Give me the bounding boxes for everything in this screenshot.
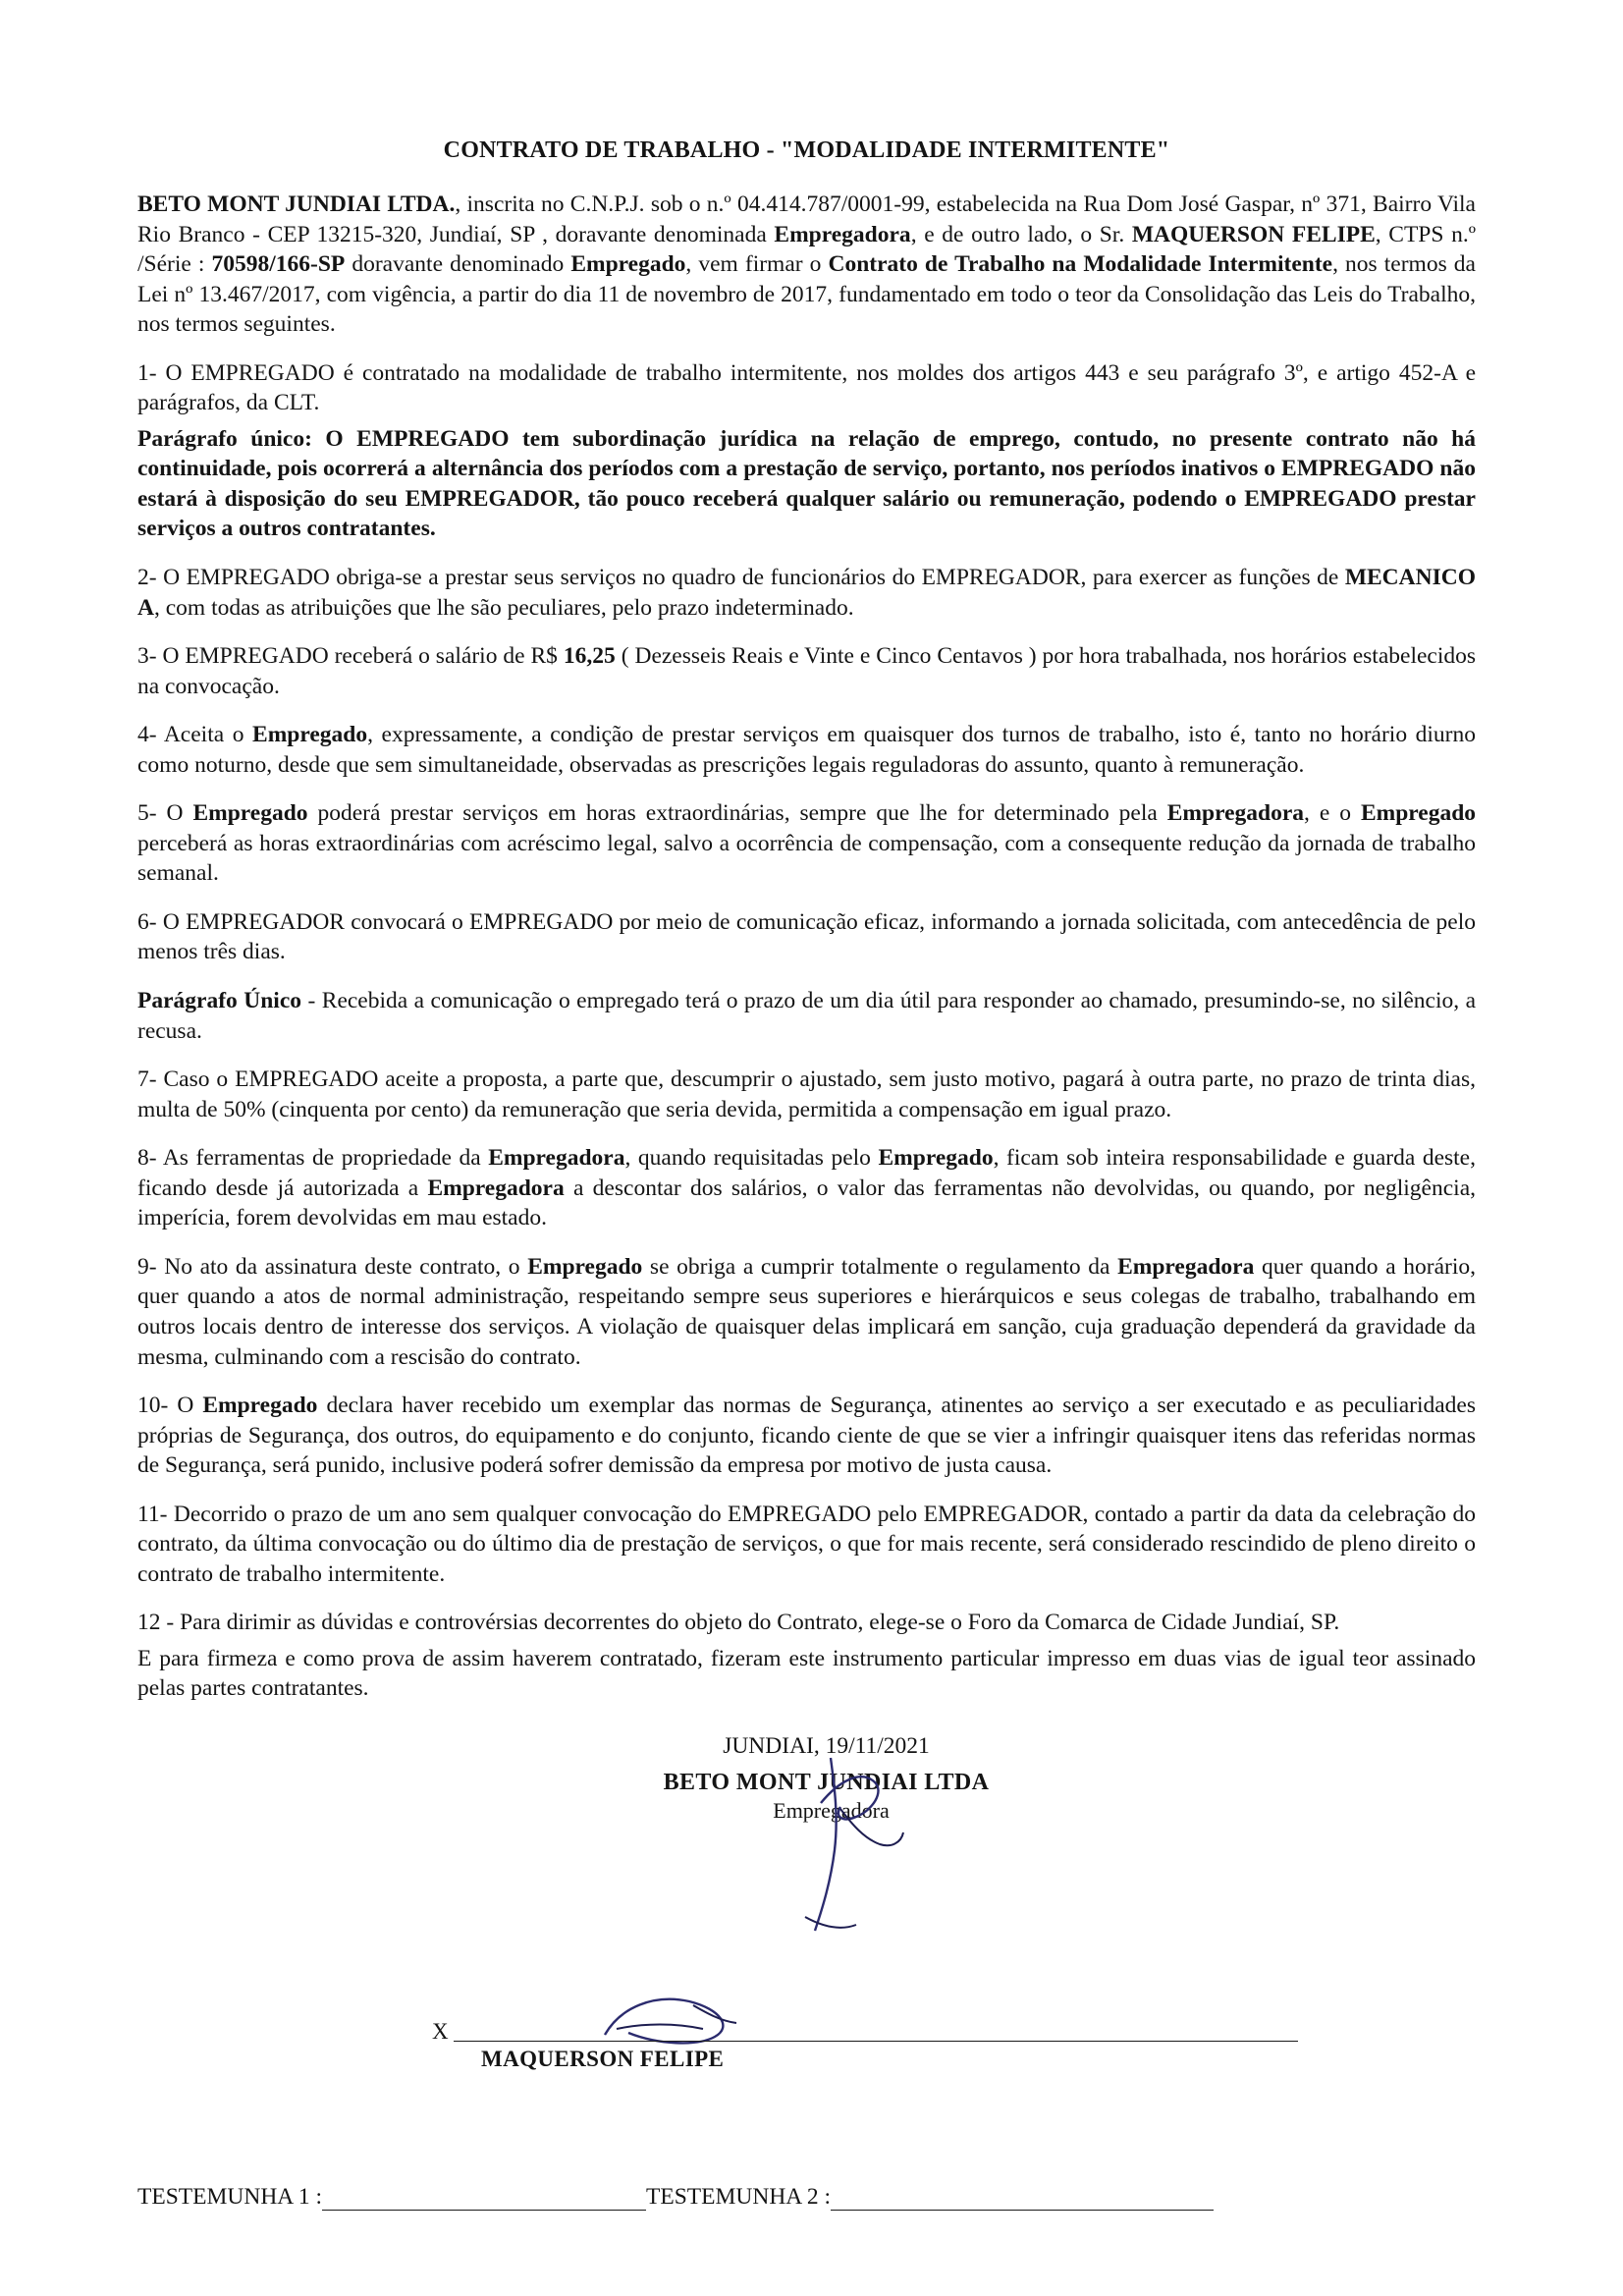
employee-word-1: Empregado: [570, 251, 686, 278]
clause-5-part-1: 5- O: [137, 800, 193, 827]
employer-word-5: Empregadora: [1166, 800, 1305, 827]
city-and-date: JUNDIAI, 19/11/2021: [723, 1732, 930, 1759]
page-title: CONTRATO DE TRABALHO - "MODALIDADE INTERMITENTE": [443, 137, 1170, 163]
closing-paragraph: E para firmeza e como prova de assim haverem contratado, fizeram este instrumento particular impresso em duas vias de igual teor assinado pelas partes contratantes.: [137, 1645, 1476, 1702]
company-signature-area: [137, 1770, 1476, 1946]
witness-1-line[interactable]: [322, 2191, 646, 2211]
witness-1-label: TESTEMUNHA 1 :: [137, 2183, 322, 2210]
employee-word-10: Empregado: [202, 1393, 318, 1419]
clause-12: 12 - Para dirimir as dúvidas e controvérsias decorrentes do objeto do Contrato, elege-se o Foro da Comarca de Cidade Jundiaí, SP.: [137, 1610, 1340, 1636]
clause-5-part-3: , e o: [1304, 800, 1361, 827]
witness-1: [137, 2184, 646, 2211]
employee-signature-name: MAQUERSON FELIPE: [481, 2046, 725, 2071]
employee-word-9: Empregado: [527, 1253, 643, 1280]
clause-1-sole-paragraph: Parágrafo único: O EMPREGADO tem subordinação jurídica na relação de emprego, contudo, no presente contrato não há continuidade, pois ocorrerá a alternância dos períodos com a prestação de serviço, portanto, nos períodos inativos o EMPREGADO não estará à disposição do seu EMPREGADOR, tão pouco receberá qualquer salário ou remuneração, podendo o EMPREGADO prestar serviços a outros contratantes.: [137, 425, 1476, 542]
hourly-wage: 16,25: [563, 643, 616, 670]
company-signature-name: BETO MONT JUNDIAI LTDA: [663, 1769, 990, 1795]
employee-signature-x: X: [432, 2018, 449, 2044]
clause-10-part-2: declara haver recebido um exemplar das normas de Segurança, atinentes ao serviço a ser executado e as peculiaridades próprias de Segurança, dos outros, do equipamento e do conjunto, ficando ciente de que se vier a infringir quaisquer itens das referidas normas de Segurança, será punido, inclusive poderá sofrer demissão da empresa por motivo de justa causa.: [137, 1393, 1476, 1479]
sole-paragraph-text: - Recebida a comunicação o empregado terá o prazo de um dia útil para responder ao chamado, presumindo-se, no silêncio, a recusa.: [137, 988, 1476, 1044]
clause-4-part-1: 4- Aceita o: [137, 722, 253, 748]
intro-part-3: , CTPS n.º /Série :: [137, 221, 1476, 278]
clause-4: [137, 720, 1476, 780]
witness-2: [646, 2184, 1214, 2211]
clause-1: 1- O EMPREGADO é contratado na modalidade de trabalho intermitente, nos moldes dos artigos 443 e seu parágrafo 3º, e artigo 452-A e parágrafos, da CLT.: [137, 359, 1476, 416]
intro-part-5: , vem firmar o: [685, 251, 829, 278]
employee-word-5: Empregado: [192, 800, 308, 827]
clause-9-part-2: se obriga a cumprir totalmente o regulamento da: [642, 1253, 1118, 1280]
clause-8-part-2: , quando requisitadas pelo: [624, 1145, 879, 1172]
clause-9-part-1: 9- No ato da assinatura deste contrato, o: [137, 1253, 528, 1280]
clause-2-part-2: , com todas as atribuições que lhe são peculiares, pelo prazo indeterminado.: [153, 594, 854, 621]
clause-10: [137, 1391, 1476, 1481]
clause-8: [137, 1143, 1476, 1233]
employee-word-5b: Empregado: [1360, 800, 1477, 827]
intro-part-6: , nos termos da Lei nº 13.467/2017, com vigência, a partir do dia 11 de novembro de 2017, fundamentado em todo o teor da Consolidação das Leis do Trabalho, nos termos seguintes.: [137, 251, 1476, 338]
clause-9: [137, 1252, 1476, 1372]
clause-5-part-4: perceberá as horas extraordinárias com acréscimo legal, salvo a ocorrência de compensação, com a consequente redução da jornada de trabalho semanal.: [137, 830, 1476, 887]
ctps-number: 70598/166-SP: [211, 251, 346, 278]
clause-4-part-2: , expressamente, a condição de prestar serviços em quaisquer dos turnos de trabalho, isto é, tanto no horário diurno como noturno, desde que sem simultaneidade, observadas as prescrições legais reguladoras do assunto, quanto à remuneração.: [137, 722, 1476, 778]
witness-2-line[interactable]: [831, 2191, 1214, 2211]
clause-10-part-1: 10- O: [137, 1393, 203, 1419]
clause-9-part-3: quer quando a horário, quer quando a atos de normal administração, respeitando sempre seus superiores e hierárquicos e seus colegas de trabalho, trabalhando em outros locais dentro de interesse dos serviços. A violação de quaisquer delas implicará em sanção, cuja graduação dependerá da gravidade da mesma, culminando com a rescisão do contrato.: [137, 1253, 1476, 1370]
witness-row: [137, 2184, 1476, 2211]
employer-word-9: Empregadora: [1117, 1253, 1255, 1280]
employee-word-4: Empregado: [252, 722, 368, 748]
job-role: MECANICO A: [137, 565, 1476, 621]
company-name: BETO MONT JUNDIAI LTDA.: [137, 191, 456, 217]
clause-5: [137, 798, 1476, 889]
employee-signature-area: [137, 1990, 1476, 2074]
clause-5-part-2: poderá prestar serviços em horas extraordinárias, sempre que lhe for determinado pela: [307, 800, 1167, 827]
clause-3-part-1: 3- O EMPREGADO receberá o salário de R$: [137, 643, 564, 670]
sole-paragraph-label: Parágrafo Único: [137, 988, 302, 1014]
clause-8-part-3: , ficam sob inteira responsabilidade e guarda deste, ficando desde já autorizada a: [137, 1145, 1476, 1201]
clause-11: 11- Decorrido o prazo de um ano sem qualquer convocação do EMPREGADO pelo EMPREGADOR, contado a partir da data da celebração do contrato, da última convocação ou do último dia de prestação de serviços, o que for mais recente, será considerado rescindido de pleno direito o contrato de trabalho intermitente.: [137, 1501, 1476, 1587]
company-signature-block: [137, 1770, 1476, 1824]
employer-word-8: Empregadora: [488, 1145, 625, 1172]
clause-3-part-2: ( Dezesseis Reais e Vinte e Cinco Centavos ) por hora trabalhada, nos horários estabelecidos na convocação.: [137, 643, 1477, 699]
company-signature-role: Empregadora: [773, 1797, 890, 1823]
intro-part-2: , e de outro lado, o Sr.: [910, 221, 1132, 247]
clause-8-part-4: a descontar dos salários, o valor das ferramentas não devolvidas, ou quando, por negligência, imperícia, forem devolvidas em mau estado.: [137, 1175, 1476, 1231]
intro-part-1: , inscrita no C.N.P.J. sob o n.º 04.414.787/0001-99, estabelecida na Rua Dom José Gaspar, nº 371, Bairro Vila Rio Branco - CEP 13215-320, Jundiaí, SP , doravante denominada: [137, 191, 1476, 247]
clause-6-sole-paragraph: [137, 986, 1476, 1046]
employee-name-inline: MAQUERSON FELIPE: [1131, 221, 1376, 247]
clause-2: [137, 563, 1476, 623]
employer-word-1: Empregadora: [774, 221, 911, 247]
clause-2-part-1: 2- O EMPREGADO obriga-se a prestar seus serviços no quadro de funcionários do EMPREGADOR, para exercer as funções de: [137, 565, 1345, 591]
clause-3: [137, 641, 1476, 701]
witness-2-label: TESTEMUNHA 2 :: [646, 2183, 831, 2210]
clause-7: 7- Caso o EMPREGADO aceite a proposta, a parte que, descumprir o ajustado, sem justo motivo, pagará à outra parte, no prazo de trinta dias, multa de 50% (cinquenta por cento) da remuneração que seria devida, permitida a compensação em igual prazo.: [137, 1066, 1476, 1122]
employee-signature-line: [454, 2041, 1298, 2042]
intro-paragraph: [137, 190, 1476, 340]
employer-word-8b: Empregadora: [427, 1175, 565, 1201]
contract-kind: Contrato de Trabalho na Modalidade Intermitente: [828, 251, 1333, 278]
intro-part-4: doravante denominado: [345, 251, 571, 278]
clause-8-part-1: 8- As ferramentas de propriedade da: [137, 1145, 489, 1172]
clause-6: 6- O EMPREGADOR convocará o EMPREGADO por meio de comunicação eficaz, informando a jornada solicitada, com antecedência de pelo menos três dias.: [137, 908, 1476, 965]
employee-word-8: Empregado: [878, 1145, 994, 1172]
